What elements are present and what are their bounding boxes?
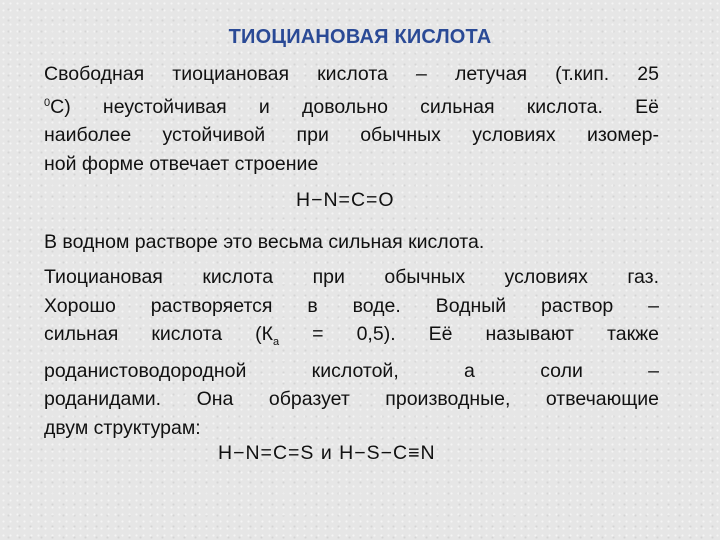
degree-superscript: 0 (44, 96, 51, 109)
formula-two-structures: H−N=C=S и H−S−C≡N (218, 442, 436, 464)
paragraph-intro-line-4: ной форме отвечает строение (44, 152, 319, 175)
paragraph-properties-line-1: Тиоциановая кислота при обычных условиях газ. (44, 266, 659, 288)
paragraph-properties-line-4: роданистоводородной кислотой, а соли – (44, 359, 659, 382)
paragraph-intro (44, 60, 659, 178)
paragraph-strong-acid (44, 228, 659, 257)
paragraph-properties-line-2: Хорошо растворяется в воде. Водный раствор – (44, 294, 659, 317)
paragraph-properties (44, 263, 659, 442)
formula-isothiocyanic-structure: H−N=C=O (296, 189, 395, 211)
paragraph-properties-line-6: двум структурам: (44, 416, 201, 439)
paragraph-strong-acid-text: В водном растворе это весьма сильная кислота. (44, 231, 485, 253)
paragraph-properties-line-3 (44, 320, 659, 357)
paragraph-intro-line-1: Свободная тиоциановая кислота – летучая (т.кип. 25 (44, 63, 659, 85)
paragraph-properties-line-5: роданидами. Она образует производные, отвечающие (44, 388, 659, 410)
paragraph-intro-line-2 (44, 89, 659, 122)
ka-subscript: а (273, 336, 280, 348)
slide-title-text: ТИОЦИАНОВАЯ КИСЛОТА (228, 26, 492, 48)
paragraph-intro-line-2-text: С) неустойчивая и довольно сильная кислота. Её (50, 95, 659, 118)
paragraph-intro-line-3: наиболее устойчивой при обычных условиях изомер- (44, 124, 659, 146)
paragraph-properties-line-3-part-2: = 0,5). Её называют также (279, 323, 659, 345)
paragraph-properties-line-3-part-1: сильная кислота (К (44, 323, 274, 345)
slide-title (0, 26, 720, 49)
